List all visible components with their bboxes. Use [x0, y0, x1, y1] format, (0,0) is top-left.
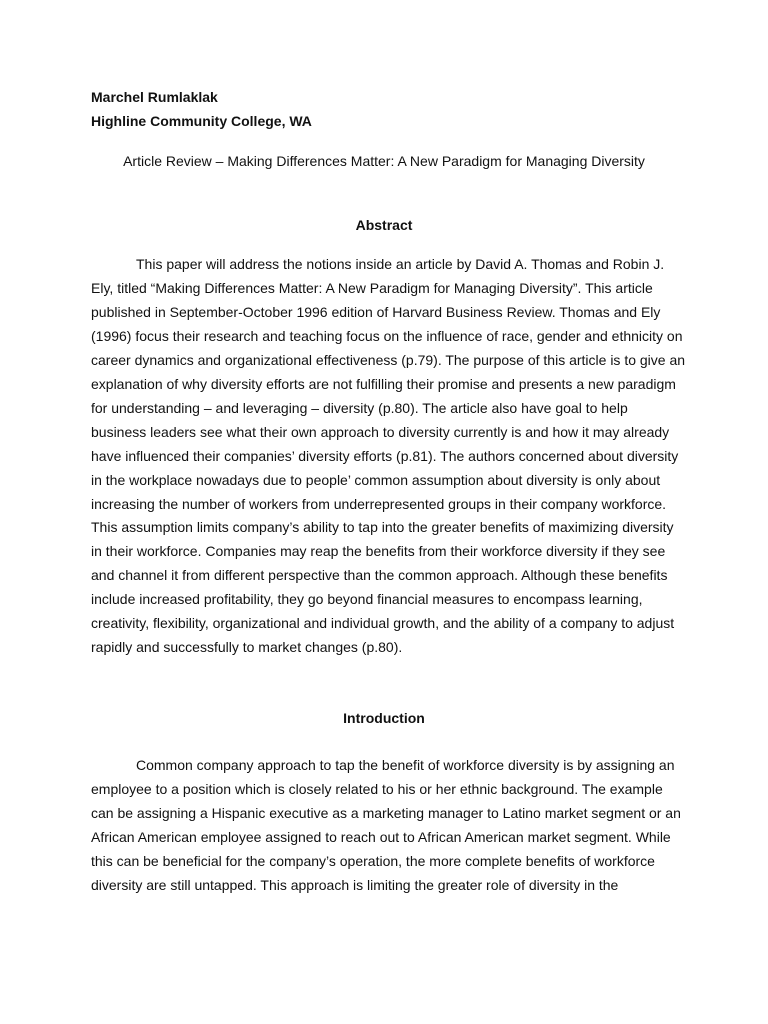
- abstract-line: career dynamics and organizational effectiveness (p.79). The purpose of this article is to give an: [91, 352, 686, 368]
- abstract-heading: Abstract: [355, 217, 413, 233]
- abstract-line: explanation of why diversity efforts are not fulfilling their promise and presents a new paradigm: [91, 376, 676, 392]
- abstract-line: This assumption limits company’s ability to tap into the greater benefits of maximizing diversity: [91, 519, 674, 535]
- introduction-line: can be assigning a Hispanic executive as a marketing manager to Latino market segment or an: [91, 805, 681, 821]
- abstract-line: and channel it from different perspective than the common approach. Although these benefits: [91, 567, 668, 583]
- article-title: Article Review – Making Differences Matter: A New Paradigm for Managing Diversity: [123, 153, 645, 169]
- introduction-line: Common company approach to tap the benefit of workforce diversity is by assigning an: [136, 757, 675, 773]
- abstract-line: business leaders see what their own approach to diversity currently is and how it may already: [91, 424, 670, 440]
- abstract-line: for understanding – and leveraging – diversity (p.80). The article also have goal to help: [91, 400, 628, 416]
- abstract-line: have influenced their companies’ diversity efforts (p.81). The authors concerned about diversity: [91, 448, 679, 464]
- abstract-line: include increased profitability, they go beyond financial measures to encompass learning,: [91, 591, 643, 607]
- author-name: Marchel Rumlaklak: [91, 89, 218, 105]
- abstract-line: increasing the number of workers from underrepresented groups in their company workforce.: [91, 496, 667, 512]
- institution-name: Highline Community College, WA: [91, 113, 312, 129]
- abstract-line: in their workforce. Companies may reap the benefits from their workforce diversity if they see: [91, 543, 666, 559]
- introduction-line: this can be beneficial for the company’s operation, the more complete benefits of workforce: [91, 853, 655, 869]
- abstract-line: (1996) focus their research and teaching focus on the influence of race, gender and ethnicity on: [91, 328, 683, 344]
- introduction-line: diversity are still untapped. This approach is limiting the greater role of diversity in the: [91, 877, 619, 893]
- introduction-heading: Introduction: [343, 710, 425, 726]
- abstract-line: published in September-October 1996 edition of Harvard Business Review. Thomas and Ely: [91, 304, 661, 320]
- abstract-line: creativity, flexibility, organizational and individual growth, and the ability of a company to adjust: [91, 615, 675, 631]
- introduction-line: African American employee assigned to reach out to African American market segment. While: [91, 829, 671, 845]
- abstract-line: rapidly and successfully to market changes (p.80).: [91, 639, 403, 655]
- abstract-line: This paper will address the notions inside an article by David A. Thomas and Robin J.: [136, 256, 665, 272]
- abstract-line: Ely, titled “Making Differences Matter: A New Paradigm for Managing Diversity”. This article: [91, 280, 653, 296]
- introduction-line: employee to a position which is closely related to his or her ethnic background. The example: [91, 781, 663, 797]
- abstract-line: in the workplace nowadays due to people’ common assumption about diversity is only about: [91, 472, 661, 488]
